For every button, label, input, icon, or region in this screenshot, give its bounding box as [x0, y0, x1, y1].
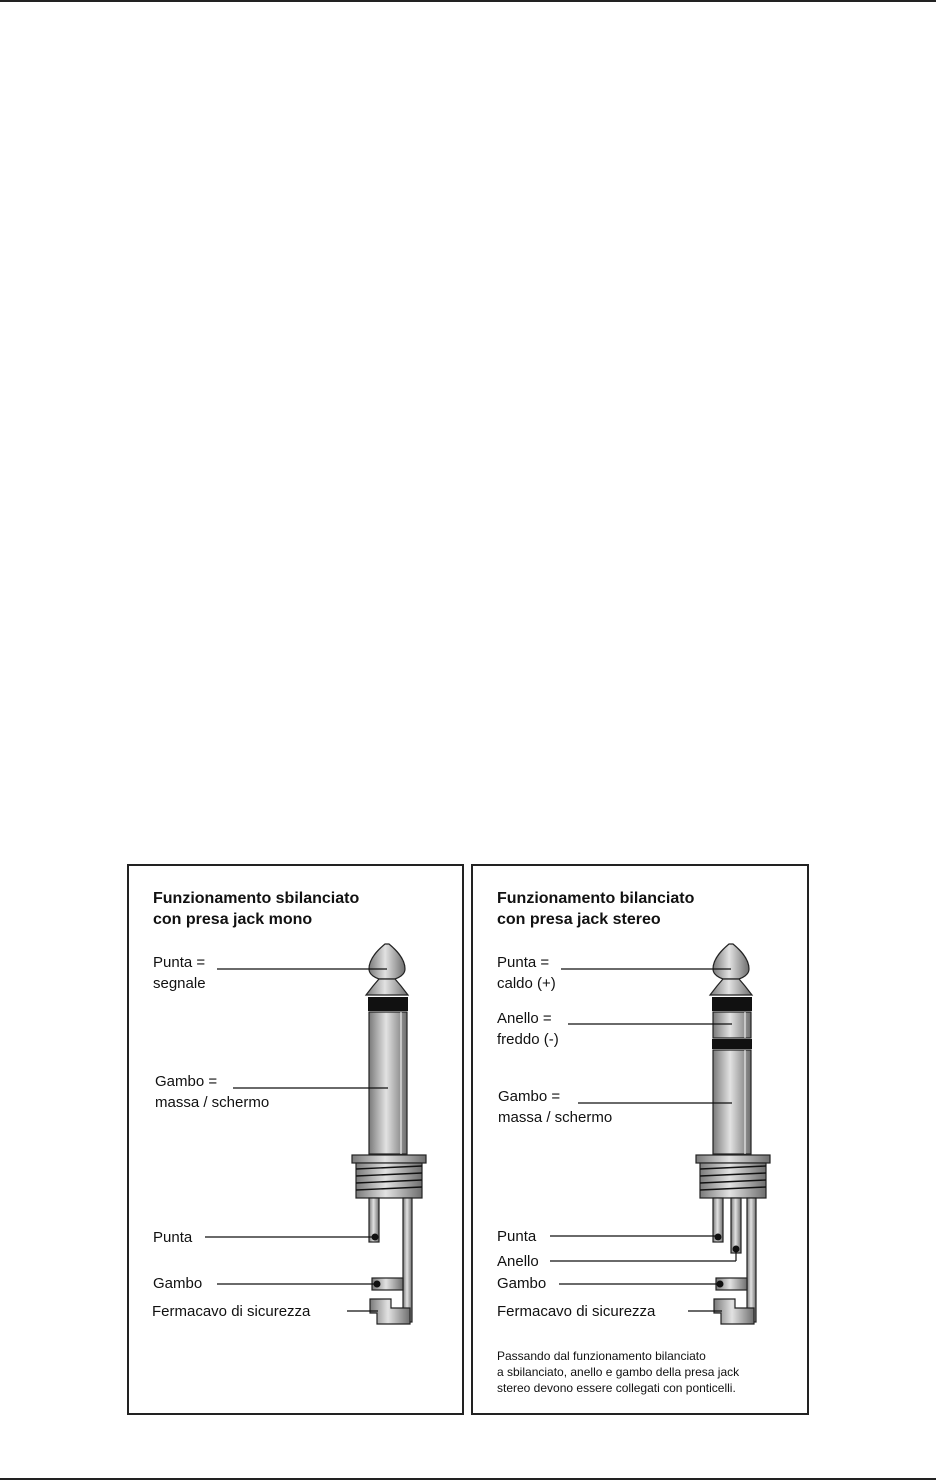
ring-solder-label: Anello	[497, 1253, 539, 1270]
sleeve-solder-lug	[403, 1198, 412, 1322]
jumper-note: Passando dal funzionamento bilanciato a sbilanciato, anello e gambo della presa jack stereo devono essere collegati con ponticelli.	[497, 1349, 740, 1395]
tip-solder-label: Punta	[153, 1229, 193, 1246]
leader-lines	[550, 969, 736, 1311]
stereo-panel-title: Funzionamento bilanciato con presa jack stereo	[497, 890, 695, 928]
mono-jack-diagram	[129, 866, 462, 1413]
tip-label: Punta = segnale	[153, 954, 206, 992]
clamp-label: Fermacavo di sicurezza	[152, 1303, 311, 1320]
plug-insulator-ring-2	[712, 1039, 752, 1049]
plug-tip-neck	[366, 979, 408, 995]
stereo-jack-diagram	[473, 866, 807, 1413]
sleeve-solder-label: Gambo	[497, 1275, 547, 1292]
plug-insulator-ring	[368, 997, 408, 1011]
plug-tip	[713, 944, 749, 979]
sleeve-label: Gambo = massa / schermo	[498, 1088, 613, 1126]
bottom-rule	[0, 1478, 936, 1480]
clamp-label: Fermacavo di sicurezza	[497, 1303, 656, 1320]
plug-tip	[369, 944, 405, 979]
plug-collar	[352, 1155, 426, 1163]
ring-solder-lug	[731, 1198, 741, 1253]
plug-insulator-ring-1	[712, 997, 752, 1011]
stereo-jack-panel	[471, 864, 809, 1415]
leader-lines	[205, 969, 388, 1311]
top-rule	[0, 0, 936, 2]
ring-label: Anello = freddo (-)	[497, 1010, 559, 1048]
sleeve-label: Gambo = massa / schermo	[155, 1073, 270, 1111]
sleeve-solder-lug	[747, 1198, 756, 1322]
mono-jack-panel	[127, 864, 464, 1415]
plug-collar	[696, 1155, 770, 1163]
mono-panel-title: Funzionamento sbilanciato con presa jack mono	[153, 890, 360, 928]
plug-tip-neck	[710, 979, 752, 995]
sleeve-solder-label: Gambo	[153, 1275, 203, 1292]
tip-label: Punta = caldo (+)	[497, 954, 556, 992]
tip-solder-label: Punta	[497, 1228, 537, 1245]
